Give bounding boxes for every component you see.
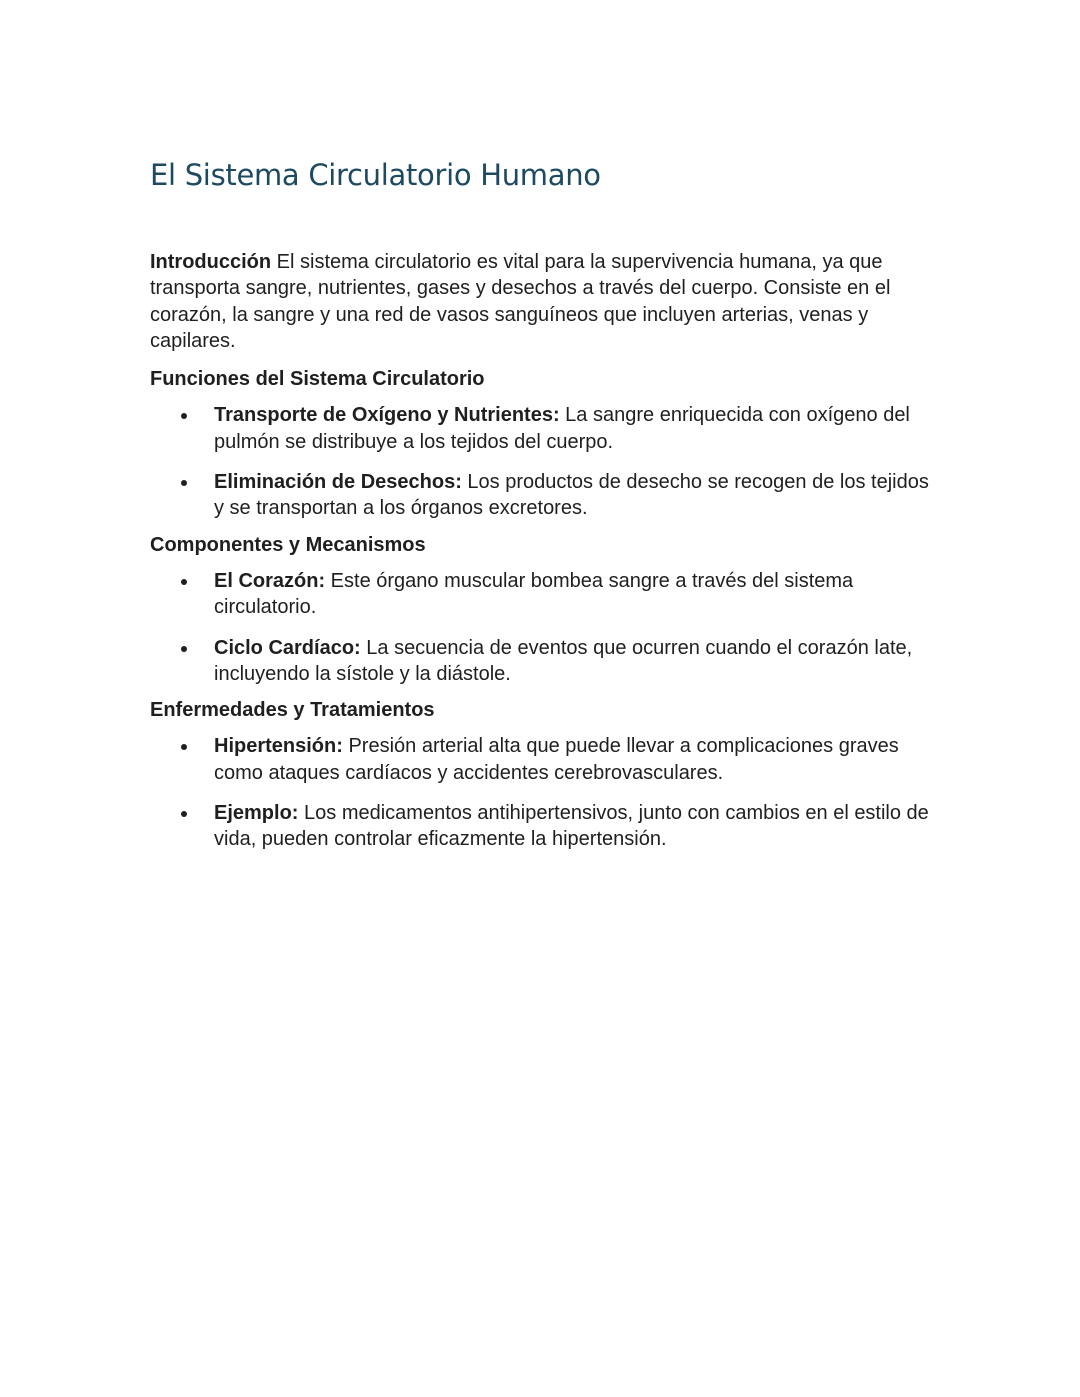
- document-title: El Sistema Circulatorio Humano: [150, 158, 601, 192]
- section-list-funciones: [150, 402, 940, 521]
- section-list-componentes: [150, 568, 940, 687]
- list-item-text: Presión arterial alta que puede llevar a complicaciones graves como ataques cardíacos y accidentes cerebrovasculares.: [214, 735, 899, 784]
- section-heading-funciones: Funciones del Sistema Circulatorio: [150, 368, 485, 391]
- list-item: [214, 402, 934, 455]
- section-heading-enfermedades: Enfermedades y Tratamientos: [150, 699, 435, 722]
- intro-paragraph: [150, 249, 940, 354]
- bullet-dot-icon: [181, 579, 187, 585]
- intro-label: Introducción: [150, 251, 272, 273]
- document-body: [150, 249, 940, 863]
- intro-text: El sistema circulatorio es vital para la supervivencia humana, ya que transporta sangre, nutrientes, gases y desechos a través del cuerpo. Consiste en el corazón, la sangre y una red de vasos sanguíneos que incluyen arterias, venas y capilares.: [150, 251, 891, 352]
- list-item-term: Hipertensión:: [214, 735, 343, 758]
- list-item-term: Transporte de Oxígeno y Nutrientes:: [214, 404, 560, 427]
- section-list-enfermedades: [150, 733, 940, 852]
- list-item: [214, 635, 934, 688]
- bullet-dot-icon: [181, 480, 187, 486]
- list-item-term: El Corazón:: [214, 569, 326, 592]
- list-item-term: Eliminación de Desechos:: [214, 471, 462, 494]
- section-heading-componentes: Componentes y Mecanismos: [150, 533, 426, 556]
- list-item-text: La secuencia de eventos que ocurren cuando el corazón late, incluyendo la sístole y la diástole.: [214, 636, 913, 685]
- list-item: [214, 733, 934, 786]
- list-item-text: Los medicamentos antihipertensivos, junto con cambios en el estilo de vida, pueden controlar eficazmente la hipertensión.: [214, 802, 929, 851]
- list-item: [214, 469, 934, 522]
- list-item-term: Ciclo Cardíaco:: [214, 636, 361, 659]
- bullet-dot-icon: [181, 744, 187, 750]
- bullet-dot-icon: [181, 811, 187, 817]
- list-item-text: Este órgano muscular bombea sangre a través del sistema circulatorio.: [214, 569, 854, 619]
- bullet-dot-icon: [181, 646, 187, 652]
- list-item: [214, 800, 934, 853]
- list-item-text: Los productos de desecho se recogen de los tejidos y se transportan a los órganos excretores.: [214, 471, 929, 520]
- list-item-term: Ejemplo:: [214, 802, 299, 825]
- list-item-text: La sangre enriquecida con oxígeno del pulmón se distribuye a los tejidos del cuerpo.: [214, 404, 910, 453]
- list-item: [214, 568, 934, 621]
- bullet-dot-icon: [181, 413, 187, 419]
